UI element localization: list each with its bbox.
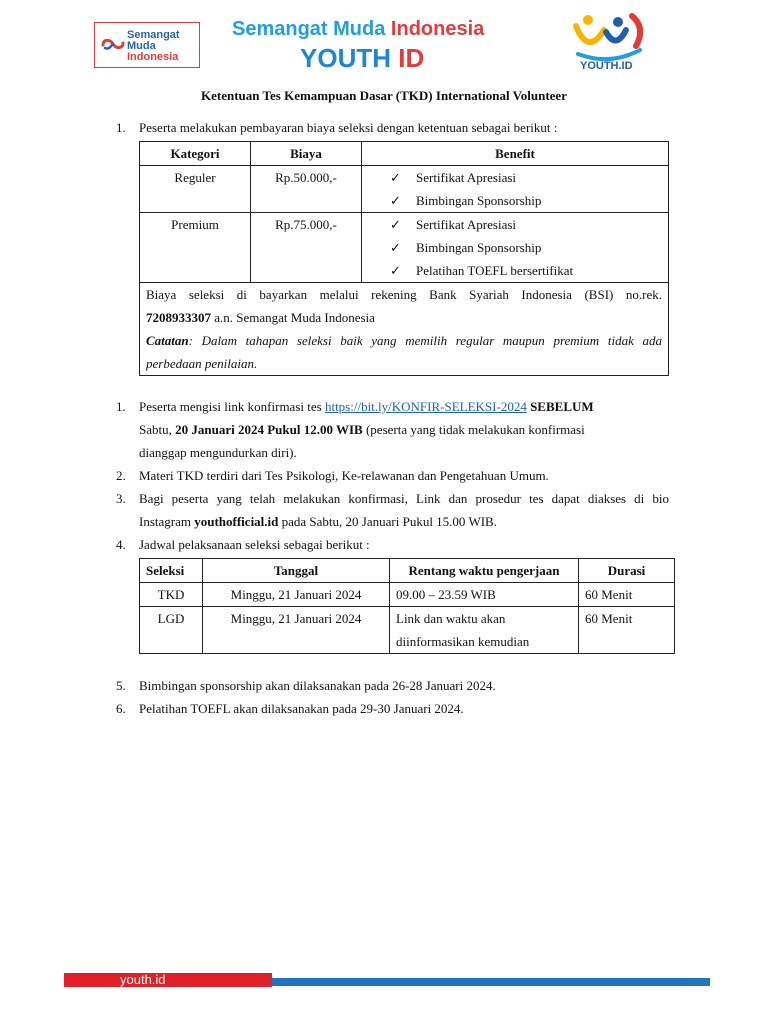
fee-kategori-cell: Reguler	[140, 166, 251, 213]
item2-line1: Materi TKD terdiri dari Tes Psikologi, Ke-relawanan dan Pengetahuan Umum.	[139, 468, 549, 483]
item-number: 2.	[116, 468, 126, 483]
document-title: Ketentuan Tes Kemampuan Dasar (TKD) International Volunteer	[201, 88, 567, 103]
item3-time: pada Sabtu, 20 Januari Pukul 15.00 WIB.	[278, 514, 497, 529]
schedule-rentang-line2: diinformasikan kemudian	[396, 634, 530, 649]
item-number: 4.	[116, 537, 126, 552]
schedule-seleksi-cell: LGD	[140, 607, 203, 654]
logo-left-line3: Indonesia	[127, 51, 179, 63]
schedule-rentang-cell: 09.00 – 23.59 WIB	[390, 583, 579, 607]
schedule-rentang-cell	[390, 607, 579, 654]
youth-id-logo	[570, 10, 650, 74]
intro-text: Peserta melakukan pembayaran biaya seleksi dengan ketentuan sebagai berikut :	[139, 120, 558, 135]
catatan-line2: perbedaan penilaian.	[146, 356, 258, 371]
benefit-item	[368, 259, 662, 282]
header-title	[232, 18, 532, 41]
infinity-heart-icon	[101, 36, 125, 52]
item1-line1	[139, 395, 594, 418]
table-row	[140, 166, 669, 213]
intro-number: 1.	[116, 120, 126, 135]
footer-red-bar	[64, 973, 272, 987]
item1-text: Peserta mengisi link konfirmasi tes	[139, 399, 325, 414]
check-icon: ✓	[390, 217, 401, 232]
schedule-durasi-cell: 60 Menit	[579, 583, 675, 607]
check-icon: ✓	[390, 193, 401, 208]
header-title-part1: Semangat Muda	[232, 18, 391, 40]
benefit-item	[368, 236, 662, 259]
benefit-text: Sertifikat Apresiasi	[416, 170, 517, 185]
instagram-handle: youthofficial.id	[194, 514, 279, 529]
footer-blue-bar	[272, 978, 710, 986]
schedule-rentang-line1: Link dan waktu akan	[396, 611, 506, 626]
header-subtitle	[300, 43, 424, 74]
item3-instagram: Instagram	[139, 514, 195, 529]
header-title-part2: Indonesia	[390, 18, 485, 40]
fee-biaya-cell: Rp.75.000,-	[251, 213, 362, 283]
catatan-text: : Dalam tahapan seleksi baik yang memilih regular maupun premium tidak ada	[188, 333, 662, 348]
benefit-text: Sertifikat Apresiasi	[416, 217, 517, 232]
schedule-seleksi-cell: TKD	[140, 583, 203, 607]
schedule-tanggal-cell: Minggu, 21 Januari 2024	[203, 583, 390, 607]
item3-line1: Bagi peserta yang telah melakukan konfirmasi, Link dan prosedur tes dapat diakses di bio	[139, 491, 669, 506]
schedule-header-rentang: Rentang waktu pengerjaan	[390, 559, 579, 583]
benefit-item	[368, 189, 662, 212]
check-icon: ✓	[390, 170, 401, 185]
item-number: 1.	[116, 399, 126, 414]
schedule-table-header	[140, 559, 675, 583]
schedule-table	[139, 558, 675, 654]
logo-left-line2: Muda	[127, 40, 156, 52]
semangat-muda-indonesia-logo	[94, 22, 200, 68]
benefit-text: Bimbingan Sponsorship	[416, 193, 542, 208]
item5-text: Bimbingan sponsorship akan dilaksanakan pada 26-28 Januari 2024.	[139, 678, 496, 693]
fee-table-header	[140, 142, 669, 166]
footer-label: youth.id	[120, 972, 166, 987]
item1-note: (peserta yang tidak melakukan konfirmasi	[362, 422, 585, 437]
fee-header-benefit: Benefit	[362, 142, 669, 166]
item3-line2	[139, 510, 497, 533]
schedule-header-tanggal: Tanggal	[203, 559, 390, 583]
item-number: 6.	[116, 701, 126, 716]
fee-header-biaya: Biaya	[251, 142, 362, 166]
logo-left-line1: Semangat	[127, 29, 180, 41]
payment-note-line2	[146, 306, 662, 329]
youth-figure-icon	[570, 10, 650, 62]
page-header	[0, 0, 768, 80]
schedule-header-seleksi: Seleksi	[140, 559, 203, 583]
konfirmasi-link[interactable]: https://bit.ly/KONFIR-SELEKSI-2024	[324, 399, 527, 414]
item1-day: Sabtu,	[139, 422, 176, 437]
schedule-durasi-cell: 60 Menit	[579, 607, 675, 654]
benefit-text: Pelatihan TOEFL bersertifikat	[416, 263, 574, 278]
fee-biaya-cell: Rp.50.000,-	[251, 166, 362, 213]
item1-sebelum: SEBELUM	[526, 399, 594, 414]
fee-note-cell	[140, 283, 669, 376]
item1-line3: dianggap mengundurkan diri).	[139, 445, 297, 460]
benefit-text: Bimbingan Sponsorship	[416, 240, 542, 255]
account-holder: a.n. Semangat Muda Indonesia	[211, 310, 375, 325]
fee-benefit-cell	[362, 166, 669, 213]
fee-header-kategori: Kategori	[140, 142, 251, 166]
fee-benefit-cell	[362, 213, 669, 283]
item4-line1: Jadwal pelaksanaan seleksi sebagai berikut :	[139, 537, 370, 552]
schedule-tanggal-cell: Minggu, 21 Januari 2024	[203, 607, 390, 654]
payment-note-line1: Biaya seleksi di bayarkan melalui rekening Bank Syariah Indonesia (BSI) no.rek.	[146, 287, 662, 302]
fee-note-row	[140, 283, 669, 376]
fee-kategori-cell: Premium	[140, 213, 251, 283]
item-number: 3.	[116, 491, 126, 506]
item-number: 5.	[116, 678, 126, 693]
header-subtitle-part2: ID	[398, 43, 425, 73]
table-row	[140, 607, 675, 654]
catatan-label: Catatan	[146, 333, 189, 348]
catatan-line1	[146, 329, 662, 352]
item1-deadline: 20 Januari 2024 Pukul 12.00 WIB	[175, 422, 363, 437]
item6-text: Pelatihan TOEFL akan dilaksanakan pada 29-30 Januari 2024.	[139, 701, 464, 716]
account-number: 7208933307	[146, 310, 211, 325]
item1-line2	[139, 418, 585, 441]
check-icon: ✓	[390, 263, 401, 278]
table-row	[140, 213, 669, 283]
benefit-item	[368, 213, 662, 236]
header-subtitle-part1: YOUTH	[300, 43, 399, 73]
logo-right-caption: YOUTH.ID	[580, 60, 633, 72]
schedule-header-durasi: Durasi	[579, 559, 675, 583]
fee-table	[139, 141, 669, 376]
check-icon: ✓	[390, 240, 401, 255]
table-row	[140, 583, 675, 607]
benefit-item	[368, 166, 662, 189]
